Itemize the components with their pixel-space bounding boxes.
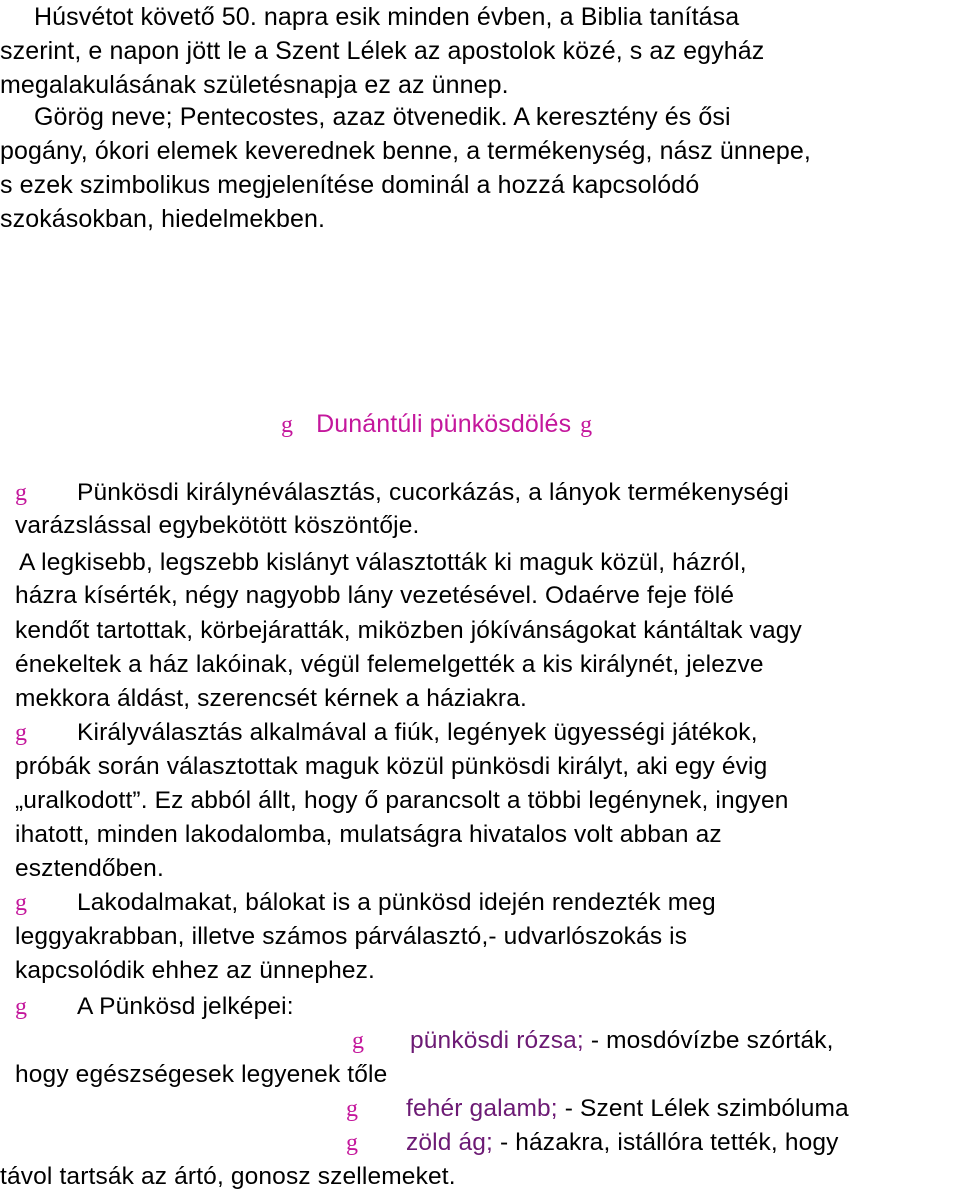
body-line: varázslással egybekötött köszöntője. [15,512,420,539]
body-line: kapcsolódik ehhez az ünnephez. [15,957,376,984]
intro-line: Görög neve; Pentecostes, azaz ötvenedik. A keresztény és ősi [34,103,731,131]
body-line: Királyválasztás alkalmával a fiúk, legények ügyességi játékok, [77,719,758,746]
body-line: énekeltek a ház lakóinak, végül felemelgették a kis királynét, jelezve [15,651,764,678]
bullet-icon: g [15,890,28,916]
body-line: kendőt tartottak, körbejáratták, miközben jókívánságokat kántáltak vagy [15,617,802,644]
intro-line: Húsvétot követő 50. napra esik minden évben, a Biblia tanítása [34,3,740,31]
intro-line: megalakulásának születésnapja ez az ünnep. [0,71,509,99]
symbol-item [352,1026,834,1056]
intro-line: szerint, e napon jött le a Szent Lélek az apostolok közé, s az egyház [0,37,765,65]
bullet-icon: g [15,994,28,1020]
body-line: Lakodalmakat, bálokat is a pünkösd idején rendezték meg [77,889,716,916]
symbol-description: - Szent Lélek szimbóluma [557,1095,849,1122]
body-line: próbák során választottak maguk közül pünkösdi királyt, aki egy évig [15,753,768,780]
symbol-term: zöld ág; [406,1129,494,1156]
body-line: „uralkodott”. Ez abból állt, hogy ő parancsolt a többi legénynek, ingyen [15,787,789,814]
symbol-term: pünkösdi rózsa; [410,1027,584,1054]
bullet-line [15,992,294,1022]
section-title: Dunántúli pünkösdölés [316,410,572,438]
body-line: házra kísérték, négy nagyobb lány vezetésével. Odaérve feje fölé [15,582,735,609]
symbols-heading: A Pünkösd jelképei: [77,993,294,1020]
intro-line: szokásokban, hiedelmekben. [0,205,326,233]
body-line: leggyakrabban, illetve számos párválasztó,- udvarlószokás is [15,923,688,950]
bullet-line [15,718,758,748]
symbol-term: fehér galamb; [406,1095,558,1122]
bullet-icon: g [281,412,294,438]
bullet-line [15,888,716,918]
intro-line: s ezek szimbolikus megjelenítése dominál a hozzá kapcsolódó [0,171,700,199]
symbol-item [346,1094,849,1124]
bullet-icon: g [15,480,28,506]
body-line: mekkora áldást, szerencsét kérnek a háziakra. [15,685,527,712]
bullet-line [15,478,789,508]
symbol-item [346,1128,839,1158]
symbol-continuation: távol tartsák az ártó, gonosz szellemeket. [0,1163,456,1190]
symbol-continuation: hogy egészségesek legyenek tőle [15,1061,388,1088]
bullet-icon: g [346,1130,359,1156]
body-line: ihatott, minden lakodalomba, mulatságra hivatalos volt abban az [15,821,722,848]
intro-line: pogány, ókori elemek keverednek benne, a termékenység, nász ünnepe, [0,137,811,165]
bullet-icon: g [352,1028,365,1054]
body-line: A legkisebb, legszebb kislányt választották ki maguk közül, házról, [19,549,747,576]
section-heading [281,409,592,440]
symbol-description: - házakra, istállóra tették, hogy [493,1129,839,1156]
body-line: esztendőben. [15,855,164,882]
bullet-icon: g [580,412,593,438]
body-line: Pünkösdi királynéválasztás, cucorkázás, a lányok termékenységi [77,479,789,506]
symbol-description: - mosdóvízbe szórták, [583,1027,834,1054]
bullet-icon: g [15,720,28,746]
bullet-icon: g [346,1096,359,1122]
